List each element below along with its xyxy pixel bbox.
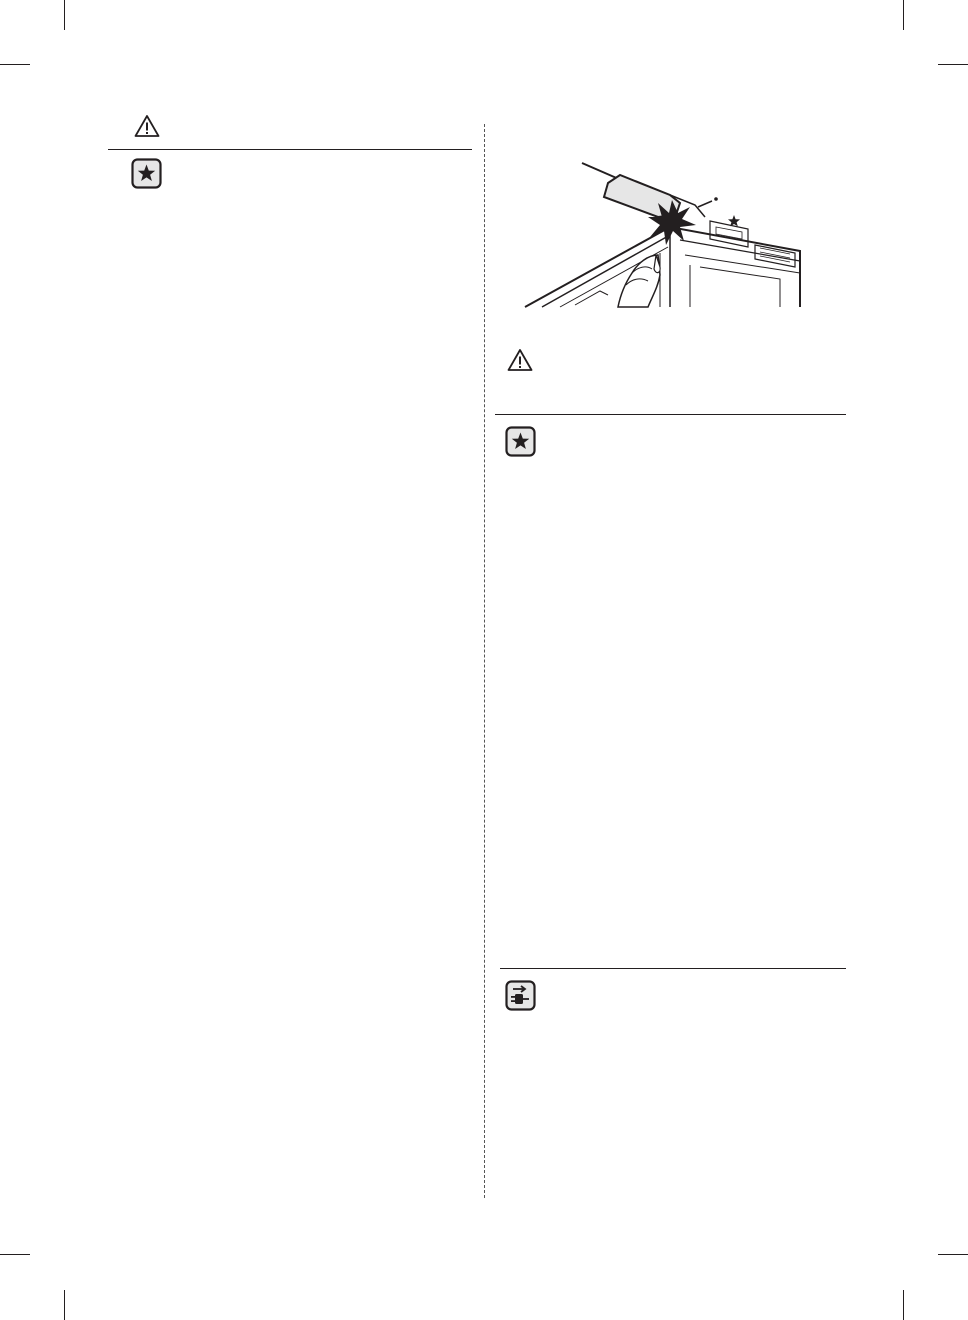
crop-mark-bottom-left-vertical: [64, 1290, 65, 1320]
section-rule-left: [108, 149, 472, 150]
warning-triangle-icon: [134, 114, 160, 138]
column-divider: [484, 124, 485, 1198]
section-rule-right-2: [500, 968, 846, 969]
crop-mark-bottom-right-vertical: [903, 1290, 904, 1320]
crop-mark-top-right-horizontal: [938, 64, 968, 65]
crop-mark-top-left-horizontal: [0, 64, 30, 65]
crop-mark-top-right-vertical: [903, 0, 904, 30]
star-note-icon: [131, 158, 162, 189]
unplug-power-icon: [505, 980, 536, 1011]
star-note-icon: [505, 426, 536, 457]
refrigerator-hinge-illustration: [520, 155, 810, 315]
crop-mark-bottom-left-horizontal: [0, 1254, 30, 1255]
crop-mark-bottom-right-horizontal: [938, 1254, 968, 1255]
crop-mark-top-left-vertical: [64, 0, 65, 30]
section-rule-right-1: [495, 414, 846, 415]
warning-triangle-icon: [507, 348, 533, 372]
